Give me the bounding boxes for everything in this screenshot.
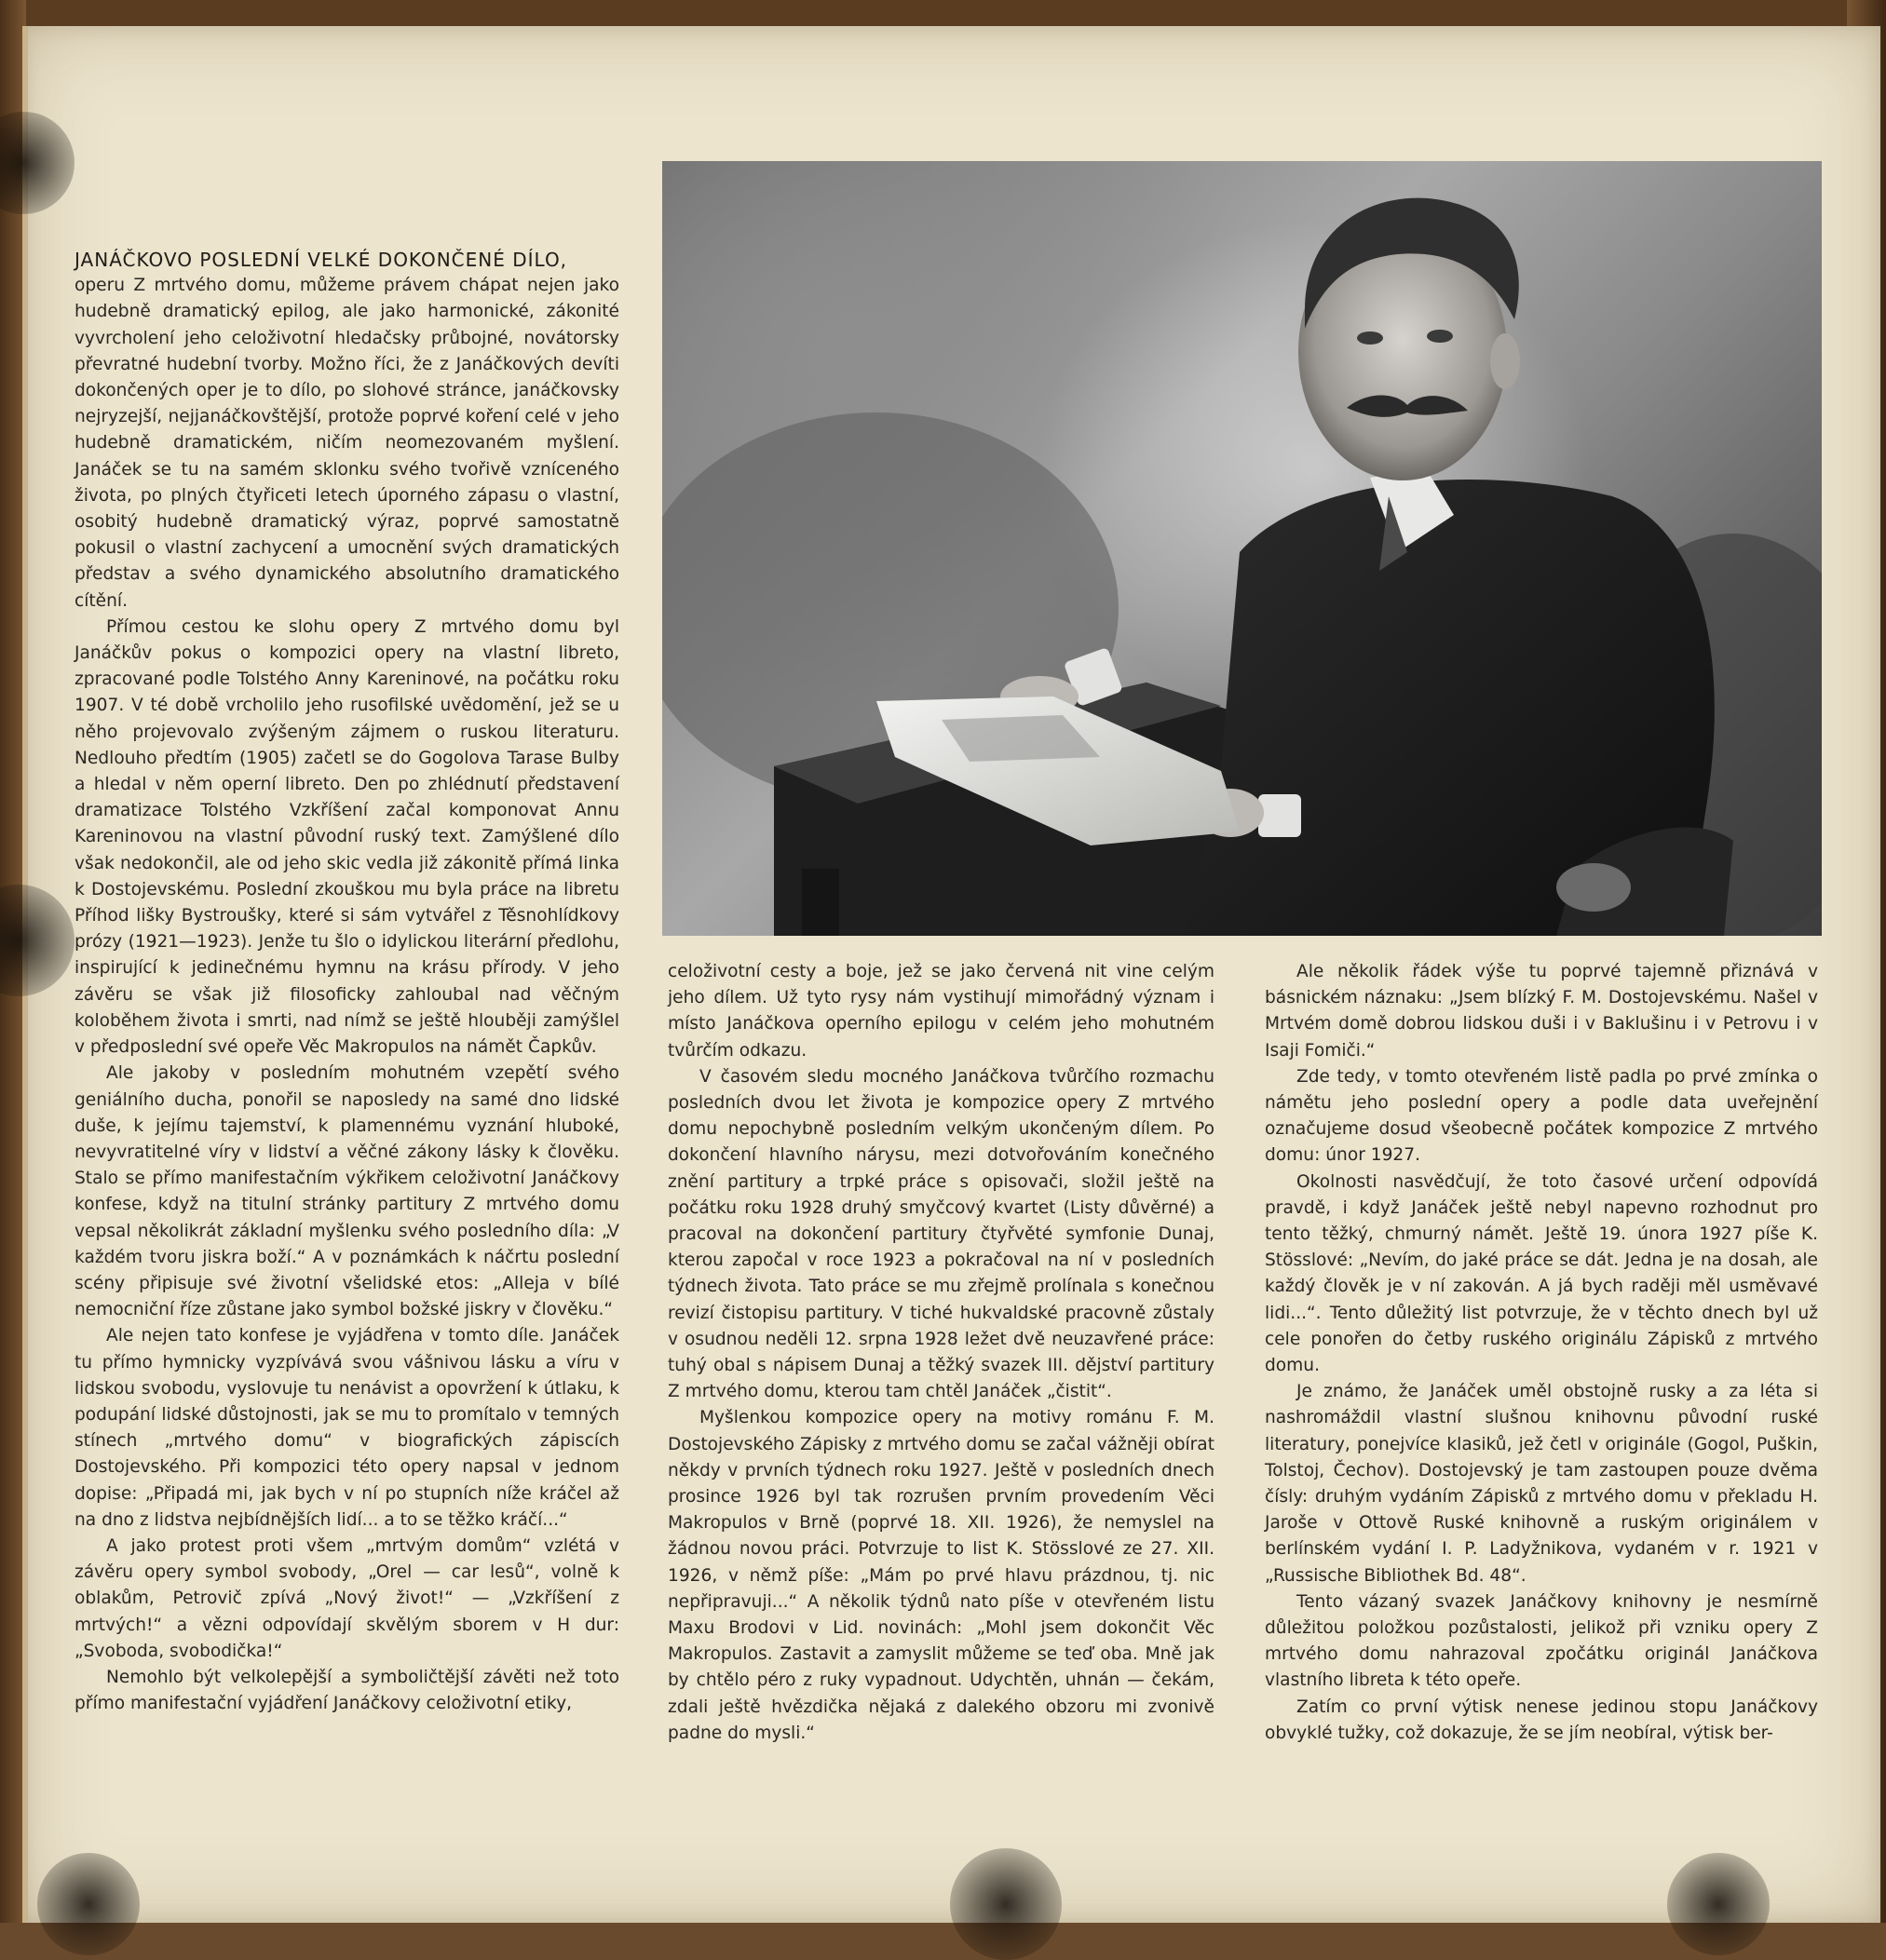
portrait-illustration (662, 161, 1822, 936)
paragraph: Zde tedy, v tomto otevřeném listě padla po prvé zmínka o námětu jeho poslední opery a podle data uveřejnění označujeme dosud všeobecně počátek kompozice Z mrtvého domu: únor 1927. (1265, 1066, 1818, 1166)
article-column-1 (75, 247, 619, 1717)
paragraph: Je známo, že Janáček uměl obstojně rusky a za léta si nashromáždil vlastní slušnou knihovnu původní ruské literatury, ponejvíce klasiků, jež četl v originále (Gogol, Puškin, Tolstoj, Čechov). Dostojevský je tam zastoupen pouze dvěma čísly: druhým vydáním Zápisků z mrtvého domu v překladu H. Jaroše v Ottově Ruské knihovně a ruským originálem v berlínském vydání I. P. Ladyžnikova, vydaném v r. 1921 v „Russische Bibliothek Bd. 48“. (1265, 1382, 1818, 1586)
background-top (0, 0, 1886, 28)
article-heading: JANÁČKOVO POSLEDNÍ VELKÉ DOKONČENÉ DÍLO, (75, 249, 568, 271)
paragraph: V časovém sledu mocného Janáčkova tvůrčího rozmachu posledních dvou let života je kompozice opery Z mrtvého domu nepochybně posledním velkým ukončeným dílem. Po dokončení hlavního nárysu, mezi dotvořováním konečného znění partitury a trpké práce s opisovači, složil ještě na počátku roku 1928 druhý smyčcový kvartet (Listy důvěrné) a pracoval na dokončení partitury čtyřvěté symfonie Dunaj, kterou započal v roce 1923 a pokračoval na ní v posledních týdnech života. Tato práce se mu zřejmě prolínala s konečnou revizí čistopisu partitury. V tiché hukvaldské pracovně zůstaly v osudnou neděli 12. srpna 1928 ležet dvě neuzavřené práce: tuhý obal s nápisem Dunaj a těžký svazek III. dějství partitury Z mrtvého domu, kterou tam chtěl Janáček „čistit“. (668, 1066, 1214, 1402)
paragraph: Okolnosti nasvědčují, že toto časové určení odpovídá pravdě, i když Janáček ještě nebyl napevno rozhodnut pro tento těžký, chmurný námět. Ještě 19. února 1927 píše K. Stösslové: „Nevím, do jaké práce se dát. Jedna je na dosah, ale každý člověk je v ní zakován. A já bych raději měl usměvavé lidi...“. Tento důležitý list potvrzuje, že v těchto dnech byl už cele ponořen do četby ruského originálu Zápisků z mrtvého domu. (1265, 1171, 1818, 1376)
article-column-3 (1265, 959, 1818, 1747)
paragraph: A jako protest proti všem „mrtvým domům“ vzlétá v závěru opery symbol svobody, „Orel — car lesů“, volně k oblakům, Petrovič zpívá „Nový život!“ — „Vzkříšení z mrtvých!“ a vězni odpovídají skvělým sborem v H dur: „Svoboda, svobodička!“ (75, 1535, 619, 1661)
finger-shadow-bottom-mid (950, 1848, 1062, 1960)
paragraph: Tento vázaný svazek Janáčkovy knihovny je nesmírně důležitou položkou pozůstalosti, jelikož při vzniku opery Z mrtvého domu nahrazoval zpočátku originál Janáčkova vlastního libreta k této opeře. (1265, 1591, 1818, 1691)
paragraph: Ale nejen tato konfese je vyjádřena v tomto díle. Janáček tu přímo hymnicky vyzpívává svou vášnivou lásku a víru v lidskou svobodu, vyslovuje tu nenávist a opovržení k útlaku, k podupání lidské důstojnosti, jak se mu to promítalo v temných stínech „mrtvého domu“ v biografických zápiscích Dostojevského. Při kompozici této opery napsal v jednom dopise: „Připadá mi, jak bych v ní po stupních níže kráčel až na dno z lidstva nejbídnějších lidí... a to se těžko kráčí...“ (75, 1326, 619, 1530)
paragraph: Přímou cestou ke slohu opery Z mrtvého domu byl Janáčkův pokus o kompozici opery na vlastní libreto, zpracované podle Tolstého Anny Kareninové, na počátku roku 1907. V té době vrcholilo jeho rusofilské uvědomění, jež se u něho projevovalo zvýšeným zájmem o ruskou literaturu. Nedlouho předtím (1905) začetl se do Gogolova Tarase Bulby a hledal v něm operní libreto. Den po zhlédnutí představení dramatizace Tolstého Vzkříšení začal komponovat Annu Kareninovou na vlastní původní ruský text. Zamýšlené dílo však nedokončil, ale od jeho skic vedla již zákonitě přímá linka k Dostojevskému. Poslední zkouškou mu byla práce na libretu Příhod lišky Bystroušky, které si sám vytvářel z Těsnohlídkovy prózy (1921—1923). Jenže tu šlo o idylickou literární předlohu, inspirující k jedinečnému hymnu na krásu přírody. V jeho závěru se však již filosoficky zahloubal nad věčným koloběhem života i smrti, nad nímž se ještě hlouběji zamýšlel v předposlední své opeře Věc Makropulos na námět Čapkův. (75, 616, 619, 1058)
paragraph: operu Z mrtvého domu, můžeme právem chápat nejen jako hudebně dramatický epilog, ale jako harmonické, zákonité vyvrcholení jeho celoživotní hledačsky průbojné, novátorsky převratné hudební tvorby. Možno říci, že z Janáčkových devíti dokončených oper je to dílo, po slohové stránce, janáčkovsky nejryzejší, nejjanáčkovštější, protože poprvé koření celé v jeho hudebně dramatickém, ničím neomezovaném myšlení. Janáček se tu na samém sklonku svého tvořivě vzníceného života, po plných čtyřiceti letech úporného zápasu o vlastní, osobitý hudebně dramatický výraz, poprvé samostatně pokusil o vlastní zachycení a umocnění svých dramatických představ a svého dynamického absolutního dramatického cítění. (75, 276, 619, 611)
paragraph: Myšlenkou kompozice opery na motivy románu F. M. Dostojevského Zápisky z mrtvého domu se začal vážněji obírat někdy v prvních týdnech roku 1927. Ještě v posledních dnech prosince 1926 byl tak rozrušen prvním provedením Věci Makropulos v Brně (poprvé 18. XII. 1926), že nemyslel na žádnou novou práci. Potvrzuje to list K. Stösslové ze 27. XII. 1926, v němž píše: „Mám po prvé hlavu prázdnou, tj. nic nepřipravuji...“ A několik týdnů nato píše v otevřeném listu Maxu Brodovi v Lid. novinách: „Mohl jsem dokončit Věc Makropulos. Zastavit a zamyslit můžeme se teď oba. Mně jak by chtělo péro z ruky vypadnout. Udychtěn, uhnán — čekám, zdali ještě hvězdička nějaká z dalekého obzoru mi zvonivě padne do mysli.“ (668, 1408, 1214, 1743)
paragraph: Nemohlo být velkolepější a symboličtější závěti než toto přímo manifestační vyjádření Janáčkovy celoživotní etiky, (75, 1667, 619, 1714)
finger-shadow-bottom-right (1667, 1853, 1770, 1955)
paragraph: celoživotní cesty a boje, jež se jako červená nit vine celým jeho dílem. Už tyto rysy nám vystihují mimořádný význam i místo Janáčkova operního epilogu v celém jeho mohutném tvůrčím odkazu. (668, 962, 1214, 1061)
paragraph: Zatím co první výtisk nenese jedinou stopu Janáčkovy obvyklé tužky, což dokazuje, že se jím neobíral, výtisk ber- (1265, 1696, 1818, 1743)
paragraph: Ale několik řádek výše tu poprvé tajemně přiznává v básnickém náznaku: „Jsem blízký F. M. Dostojevskému. Našel v Mrtvém domě dobrou lidskou duši i v Baklušinu i v Petrovu i v Isaji Fomiči.“ (1265, 962, 1818, 1061)
article-column-2 (668, 959, 1214, 1747)
composer-portrait-photo (662, 161, 1822, 936)
paragraph: Ale jakoby v posledním mohutném vzepětí svého geniálního ducha, ponořil se naposledy na samé dno lidské duše, k jejímu tajemství, k plamennému vyznání hluboké, nevyvratitelné víry v lidství a věčné zákony lásky k člověku. Stalo se přímo manifestačním výkřikem celoživotní Janáčkovy konfese, když na titulní stránky partitury Z mrtvého domu vepsal několikrát základní myšlenku svého posledního díla: „V každém tvoru jiskra boží.“ A v poznámkách k náčrtu poslední scény připisuje své životní všelidské etos: „Alleja v bílé nemocniční říze zůstane jako symbol božské jiskry v člověku.“ (75, 1063, 619, 1320)
finger-shadow-bottom-left (37, 1853, 140, 1955)
